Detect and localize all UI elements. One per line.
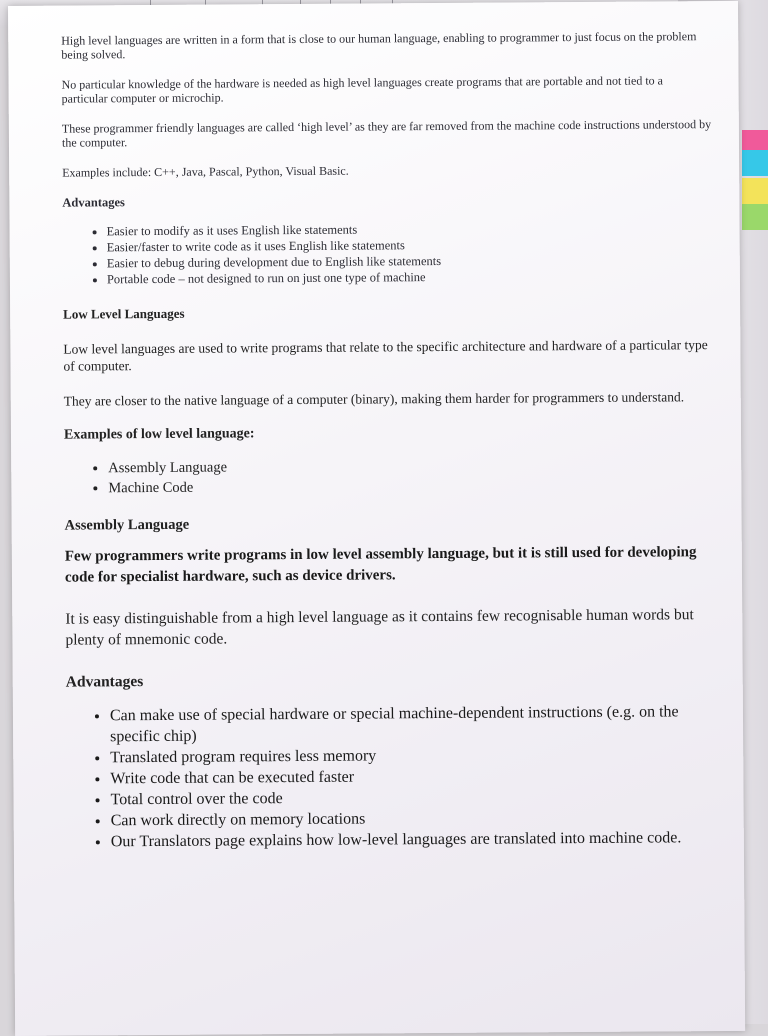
ll-heading: Low Level Languages [63, 305, 185, 322]
document-sheet [8, 1, 745, 1036]
asm-bold-paragraph: Few programmers write programs in low level assembly language, but it is still used for developing code for specialist hardware, such as device drivers. [64, 544, 697, 586]
hl-examples: Examples include: C++, Java, Pascal, Python, Visual Basic. [62, 163, 349, 180]
list-item: • Easier/faster to write code as it uses English like statements [107, 235, 713, 255]
list-item: • Portable code – not designed to run on just one type of machine [107, 267, 713, 287]
list-item: • Assembly Language [108, 454, 714, 478]
hl-paragraph-1: High level languages are written in a form that is close to our human language, enabling to programmer to just focus on the problem being solved. [61, 29, 697, 62]
color-strip-cyan [742, 150, 768, 176]
ll-examples-heading: Examples of low level language: [63, 426, 255, 443]
asm-advantages-heading: Advantages [65, 673, 144, 691]
list-item: • Write code that can be executed faster [110, 764, 716, 789]
list-item: • Our Translators page explains how low-level languages are translated into machine code. [111, 827, 717, 852]
asm-paragraph: It is easy distinguishable from a high level language as it contains few recognisable human words but plenty of mnemonic code. [65, 606, 694, 649]
ll-examples-list [64, 454, 714, 499]
ll-paragraph-2: They are closer to the native language of a computer (binary), making them harder for programmers to understand. [63, 389, 685, 409]
hl-paragraph-2: No particular knowledge of the hardware is needed as high level languages create programs that are portable and not tied to a particular computer or microchip. [61, 73, 664, 106]
hl-advantages-list [63, 219, 713, 288]
list-item: • Can work directly on memory locations [111, 806, 717, 831]
document-content [61, 29, 717, 853]
hl-advantages-heading: Advantages [62, 195, 125, 210]
asm-advantages-list [66, 701, 717, 853]
hl-paragraph-3: These programmer friendly languages are called ‘high level’ as they are far removed from the machine code instructions understood by the computer. [61, 117, 712, 150]
list-item: • Total control over the code [110, 785, 716, 810]
list-item: • Translated program requires less memory [110, 743, 716, 768]
list-item: • Easier to debug during development due to English like statements [107, 251, 713, 271]
color-strip-yellow [742, 178, 768, 204]
ll-paragraph-1: Low level languages are used to write programs that relate to the specific architecture and hardware of a particular type of computer. [63, 337, 708, 374]
list-item: • Easier to modify as it uses English like statements [107, 219, 713, 239]
list-item: • Can make use of special hardware or special machine-dependent instructions (e.g. on the specific chip) [110, 701, 716, 747]
asm-heading: Assembly Language [64, 516, 190, 534]
list-item: • Machine Code [108, 474, 714, 498]
color-strip-green [742, 204, 768, 230]
